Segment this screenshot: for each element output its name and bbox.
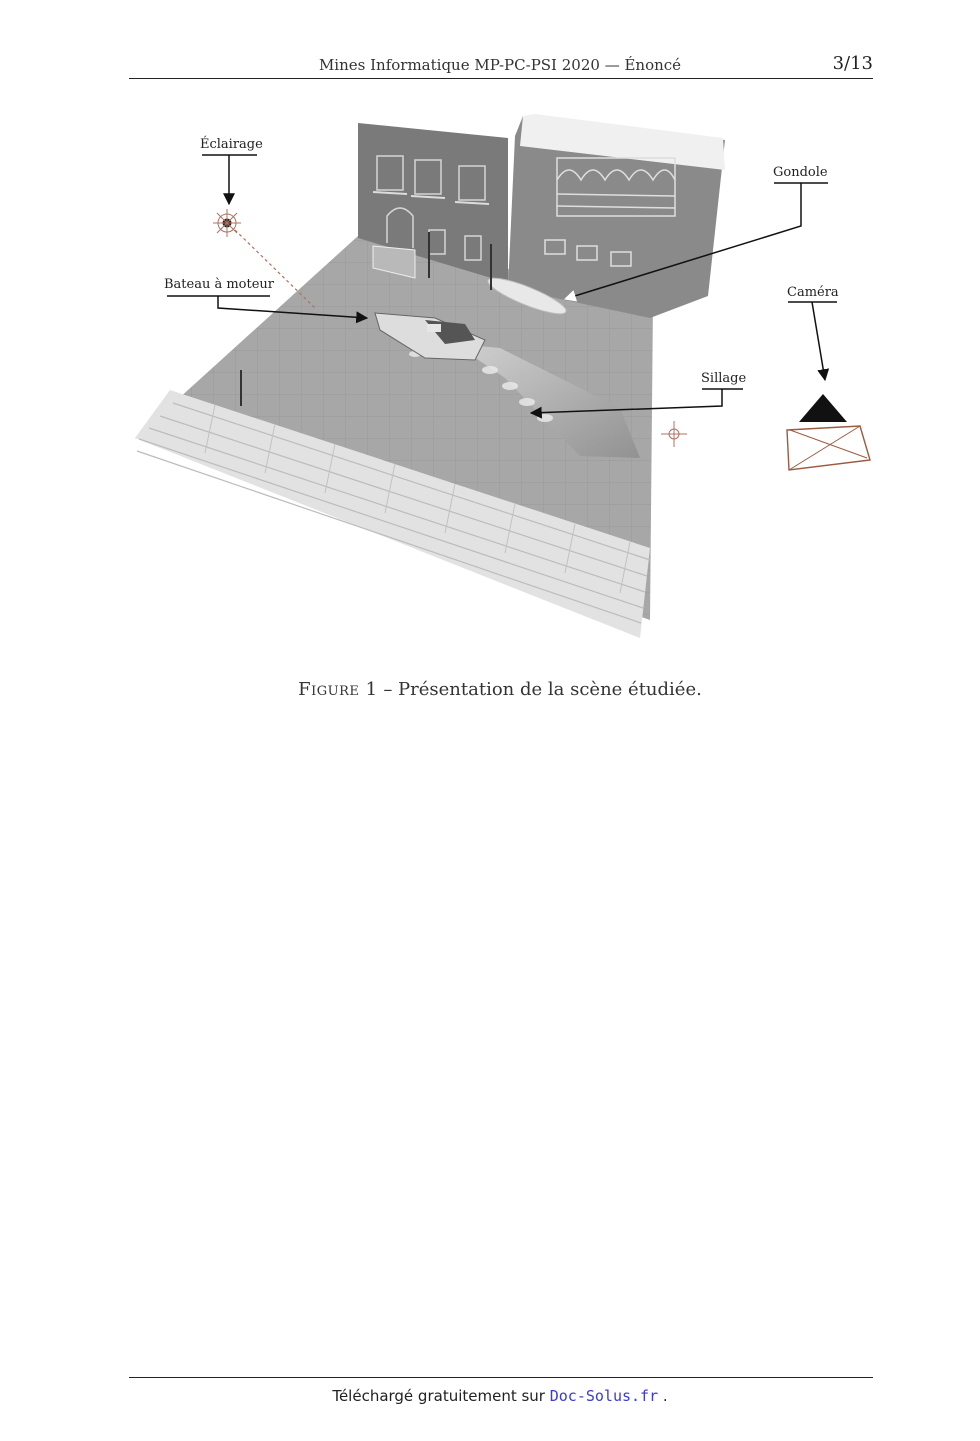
footer-prefix: Téléchargé gratuitement sur [332,1387,550,1405]
caption-text: – Présentation de la scène étudiée. [377,679,702,700]
footer-rule [129,1377,873,1378]
crosshair-icon [661,421,687,447]
footer-link[interactable]: Doc-Solus.fr [549,1387,659,1405]
caption-figure-number: Figure 1 [298,679,378,700]
label-gondole: Gondole [773,165,828,180]
page-number: 3/13 [832,53,873,74]
header-rule [129,78,873,79]
label-bateau-a-moteur: Bateau à moteur [164,277,275,292]
footer-suffix: . [658,1387,668,1405]
scene-illustration [125,108,885,653]
label-camera: Caméra [787,285,839,300]
footer [0,1387,980,1405]
label-eclairage: Éclairage [200,137,263,152]
light-source-icon [213,209,241,237]
figure-caption [0,679,980,700]
label-sillage: Sillage [701,371,747,386]
running-header-title: Mines Informatique MP-PC-PSI 2020 — Énoncé [318,56,682,74]
camera-icon [787,394,870,470]
